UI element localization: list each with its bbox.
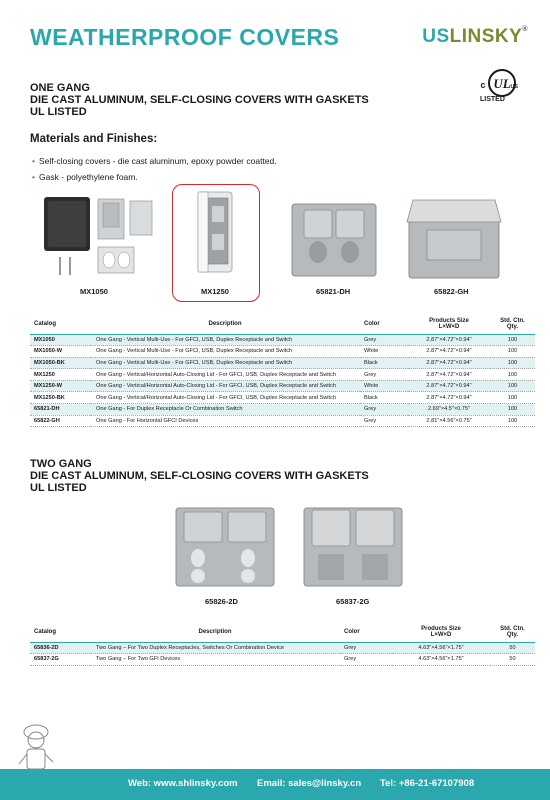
brand-logo: USLINSKY®	[422, 26, 528, 47]
column-header: Description	[90, 622, 340, 642]
svg-text:c: c	[480, 80, 486, 90]
table-row: 65822-GH One Gang - For Horizontal GFCI Devices Grey 2.81"×4.56"×0.75" 100	[30, 415, 535, 427]
product-image-mx1250	[190, 190, 242, 276]
product-label-mx1250: MX1250	[201, 287, 229, 296]
footer-bar	[0, 769, 550, 800]
product-image-mx1050	[42, 195, 160, 280]
table-row: MX1050 One Gang - Vertical Multi-Use - For GFCI, USB, Duplex Receptacle and Switch Grey 2.87"×4.72"×0.94" 100	[30, 334, 535, 346]
table-row: MX1250 One Gang - Vertical/Horizontal Auto-Closing Lid - For GFCI, USB, Duplex Receptacle and Switch Grey 2.87"×4.72"×0.94" 100	[30, 369, 535, 381]
product-label-65826-2d: 65826-2D	[205, 597, 238, 606]
footer-email[interactable]: Email: sales@linsky.cn	[257, 778, 362, 789]
product-image-65821-dh	[286, 198, 382, 280]
column-header: Catalog	[30, 314, 90, 334]
product-image-65822-gh	[403, 196, 505, 282]
one-gang-table	[30, 314, 535, 427]
one-gang-heading: ONE GANG DIE CAST ALUMINUM, SELF-CLOSING COVERS WITH GASKETS UL LISTED	[30, 82, 369, 118]
table-row: 65836-2D Two Gang – For Two Duplex Receptacles, Switches Or Combination Device Grey 4.63"×4.56"×1.75" 50	[30, 642, 535, 654]
materials-list	[32, 153, 277, 185]
ul-listed-label: LISTED	[480, 96, 505, 103]
table-row: 65837-2G Two Gang – For Two GFI Devices Grey 4.63"×4.56"×1.75" 50	[30, 654, 535, 666]
table-row: MX1050-BK One Gang - Vertical Multi-Use - For GFCI, USB, Duplex Receptacle and Switch Black 2.87"×4.72"×0.94" 100	[30, 357, 535, 369]
two-gang-heading: TWO GANG DIE CAST ALUMINUM, SELF-CLOSING COVERS WITH GASKETS UL LISTED	[30, 458, 369, 494]
column-header: Catalog	[30, 622, 90, 642]
svg-text:UL: UL	[493, 76, 511, 91]
table-row: MX1250-BK One Gang - Vertical/Horizontal Auto-Closing Lid - For GFCI, USB, Duplex Receptacle and Switch Black 2.87"×4.72"×0.94" 100	[30, 392, 535, 404]
column-header: Products Size L×W×D	[408, 314, 490, 334]
product-label-65837-2g: 65837-2G	[336, 597, 370, 606]
bullet-icon: •	[32, 172, 35, 182]
two-gang-table	[30, 622, 535, 666]
column-header: Std. Ctn. Qty.	[490, 314, 535, 334]
svg-text:US: US	[510, 84, 518, 90]
table-row: 65821-DH One Gang - For Duplex Receptacle Or Combination Switch Grey 2.69"×4.5"×0.75" 100	[30, 404, 535, 416]
column-header: Std. Ctn. Qty.	[490, 622, 535, 642]
table-row: MX1250-W One Gang - Vertical/Horizontal Auto-Closing Lid - For GFCI, USB, Duplex Receptacle and Switch White 2.87"×4.72"×0.94" 100	[30, 380, 535, 392]
product-image-65837-2g	[298, 500, 408, 590]
bullet-icon: •	[32, 156, 35, 166]
column-header: Color	[360, 314, 408, 334]
product-image-65826-2d	[170, 500, 280, 590]
list-item: • Gask - polyethylene foam.	[32, 172, 138, 182]
page-title: WEATHERPROOF COVERS	[30, 24, 340, 50]
product-label-mx1050: MX1050	[80, 287, 108, 296]
column-header: Products Size L×W×D	[392, 622, 490, 642]
footer-tel: Tel: +86-21-67107908	[380, 778, 475, 789]
list-item: • Self-closing covers - die cast aluminum, epoxy powder coatted.	[32, 156, 277, 166]
product-label-65821-dh: 65821-DH	[316, 287, 351, 296]
footer-web[interactable]: Web: www.shlinsky.com	[128, 778, 238, 789]
table-row: MX1050-W One Gang - Vertical Multi-Use - For GFCI, USB, Duplex Receptacle and Switch White 2.87"×4.72"×0.94" 100	[30, 346, 535, 358]
materials-title: Materials and Finishes:	[30, 133, 158, 145]
column-header: Color	[340, 622, 392, 642]
product-label-65822-gh: 65822-GH	[434, 287, 469, 296]
column-header: Description	[90, 314, 360, 334]
